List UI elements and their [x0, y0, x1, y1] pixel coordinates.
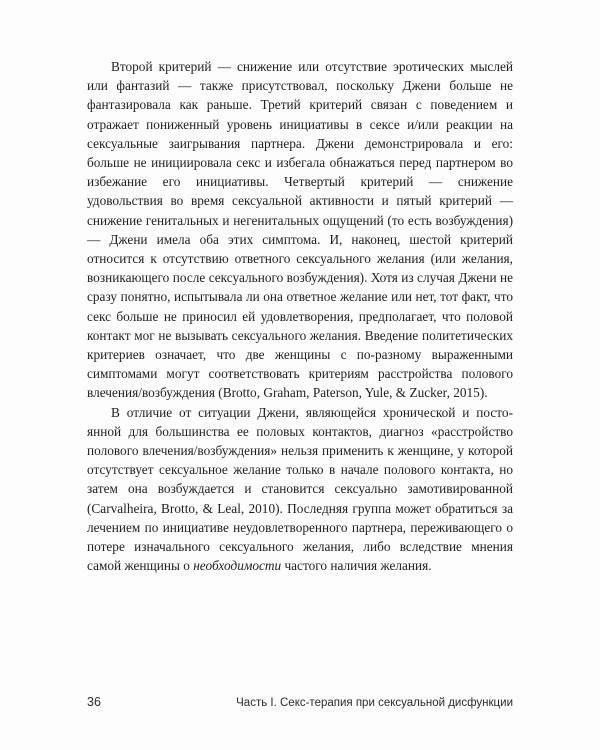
paragraph-1 — [87, 57, 513, 403]
body-text — [87, 57, 513, 575]
page-number: 36 — [87, 695, 101, 709]
paragraph-2-emphasis: необходимости — [193, 558, 282, 574]
paragraph-1-text: Второй критерий — снижение или отсутствие эротических мыслей или фантазий — также присутствовал, поскольку Джени больше не фантазировала как раньше. Третий критерий связан с поведением и отражает пониженный уровень инициативы в сексе и/или реакции на сексуальные заигрывания партнера. Джени демонстрировала и его: больше не инициировала секс и избегала обнажаться перед партнером во избежание его инициативы. Четвертый критерий — снижение удовольствия во время сексуальной активности и пятый критерий — снижение генитальных и негенитальных ощущений (то есть возбуждения) — Джени имела оба этих симптома. И, наконец, шестой критерий относится к отсутствию ответного сексуального желания (или желания, возникающего после сексуального возбуждения). Хотя из случая Джени не сразу понятно, испытывала ли она ответное желание или нет, тот факт, что секс больше не приносил ей удовлетворения, предполагает, что половой контакт мог не вызывать сексуального желания. Введение политетических критериев означает, что две женщины с по-разному выраженными симптомами могут соответствовать критериям расстройства полового влечения/возбуждения (Brotto, Graham, Paterson, Yule, & Zucker, 2015). — [87, 59, 513, 401]
page-footer — [87, 695, 513, 709]
paragraph-2 — [87, 403, 513, 576]
running-title: Часть I. Секс-терапия при сексуальной дисфункции — [236, 697, 513, 709]
paragraph-2-text-before: В отличие от ситуации Джени, являющейся хронической и постоянной для большинства ее половых контактов, диагноз «расстройство полового влечения/возбуждения» нельзя применить к женщине, у которой отсутствует сексуальное желание только в начале полового контакта, но затем она возбуждается и становится сексуально замотивированной (Carvalheira, Brotto, & Leal, 2010). Последняя группа может обратиться за лечением по инициативе неудовлетворенного партнера, переживающего о потере изначального сексуального желания, либо вследствие мнения самой женщины о — [87, 404, 513, 574]
paragraph-2-text-after: частого наличия желания. — [281, 558, 432, 574]
